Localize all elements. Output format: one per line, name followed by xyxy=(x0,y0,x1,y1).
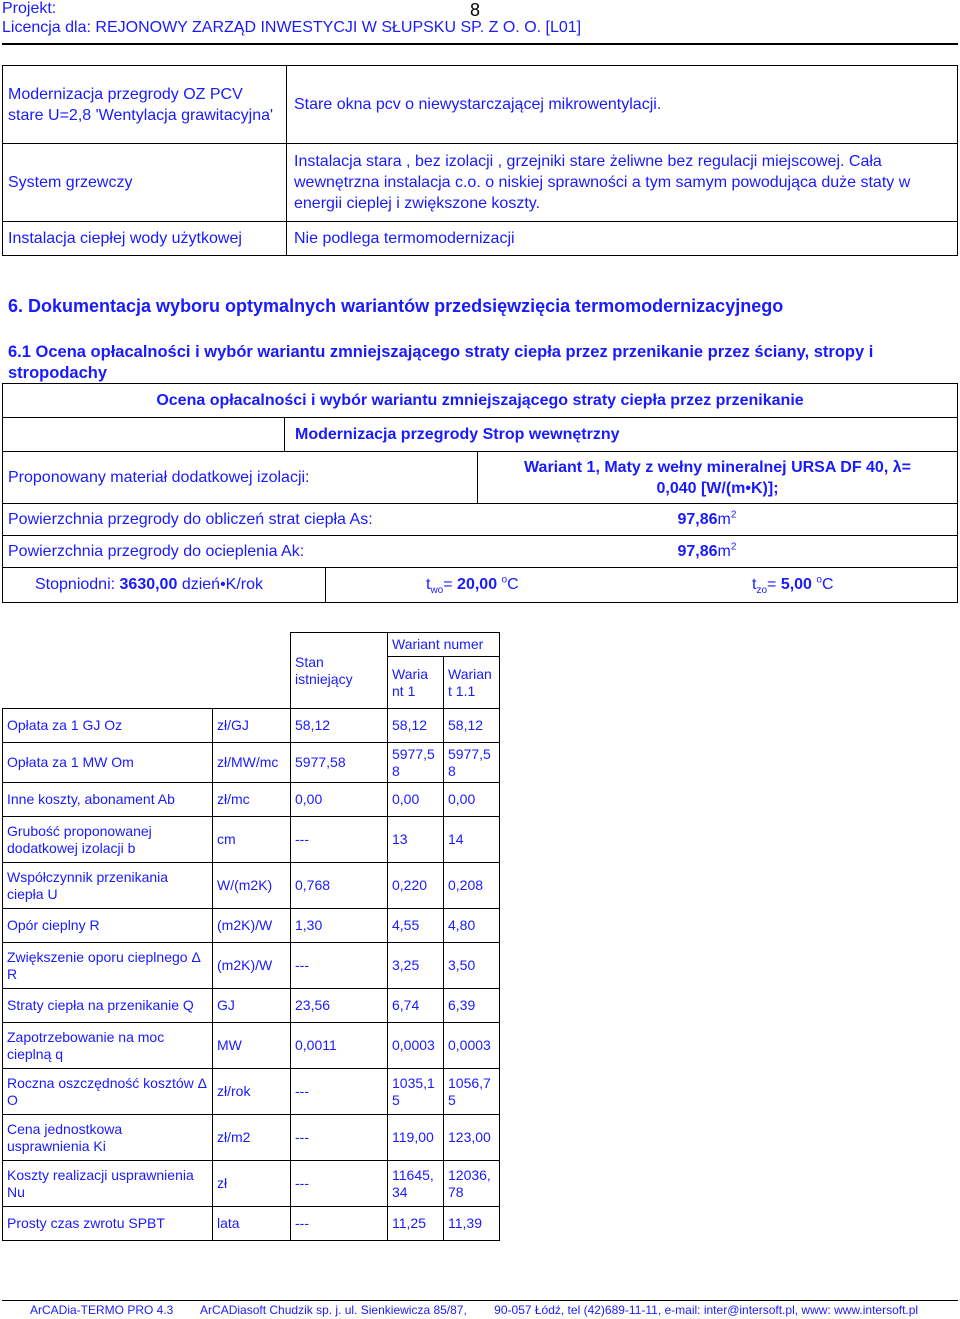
row-w1: 6,74 xyxy=(388,989,444,1023)
ak-unit: m xyxy=(717,542,731,560)
row-unit: cm xyxy=(213,817,291,863)
row-w11: 5977,5 8 xyxy=(444,743,500,783)
row-stan: --- xyxy=(291,1207,388,1241)
table-row xyxy=(3,743,500,783)
tzo-sub: zo xyxy=(756,585,768,597)
row-value: Stare okna pcv o niewystarczającej mikrowentylacji. xyxy=(287,66,958,144)
box-modernization-row xyxy=(3,418,958,452)
row-w1: 119,00 xyxy=(388,1115,444,1161)
table-row xyxy=(3,144,958,222)
row-w11: 0,208 xyxy=(444,863,500,909)
row-label: System grzewczy xyxy=(3,144,287,222)
row-w11: 1056,7 5 xyxy=(444,1069,500,1115)
header-w1: Waria nt 1 xyxy=(388,657,444,709)
external-temp: $t_{zo}= 5,00$ $^o$C xyxy=(752,574,834,597)
row-w1: 0,0003 xyxy=(388,1023,444,1069)
row-w1: 1035,1 5 xyxy=(388,1069,444,1115)
row-stan: --- xyxy=(291,943,388,989)
table-row xyxy=(3,222,958,256)
tzo-label: t xyxy=(752,576,757,593)
row-w11: 123,00 xyxy=(444,1115,500,1161)
row-w11: 11,39 xyxy=(444,1207,500,1241)
ak-value-cell xyxy=(478,536,958,568)
footer-company: ArCADiasoft Chudzik sp. j. ul. Sienkiewicza 85/87, xyxy=(200,1303,467,1317)
variants-body xyxy=(3,709,500,1241)
as-value: 97,86 xyxy=(677,510,718,528)
header-row xyxy=(3,633,500,657)
table-row xyxy=(3,909,500,943)
row-w11: 0,00 xyxy=(444,783,500,817)
row-w11: 14 xyxy=(444,817,500,863)
ak-row xyxy=(3,536,958,568)
row-w1: 11645, 34 xyxy=(388,1161,444,1207)
row-label: Modernizacja przegrody OZ PCV stare U=2,8 'Wentylacja grawitacyjna' xyxy=(3,66,287,144)
row-label: Zwiększenie oporu cieplnego Δ R xyxy=(3,943,213,989)
row-stan: 23,56 xyxy=(291,989,388,1023)
row-w1: 4,55 xyxy=(388,909,444,943)
row-stan: 5977,58 xyxy=(291,743,388,783)
row-unit: zł/mc xyxy=(213,783,291,817)
header-w11: Warian t 1.1 xyxy=(444,657,500,709)
table-row xyxy=(3,1207,500,1241)
table-row xyxy=(3,943,500,989)
spacer-cell xyxy=(3,418,285,452)
row-w1: 5977,5 8 xyxy=(388,743,444,783)
row-label: Instalacja ciepłej wody użytkowej xyxy=(3,222,287,256)
header-empty xyxy=(3,633,291,709)
degree-days xyxy=(3,568,326,602)
row-w11: 12036, 78 xyxy=(444,1161,500,1207)
table-row xyxy=(3,709,500,743)
subsection-heading: 6.1 Ocena opłacalności i wybór wariantu zmniejszającego straty ciepła przez przenikanie przez ściany, stropy i stropodachy xyxy=(8,343,874,382)
as-value-cell xyxy=(478,504,958,536)
row-w11: 6,39 xyxy=(444,989,500,1023)
row-unit: (m2K)/W xyxy=(213,943,291,989)
row-label: Grubość proponowanej dodatkowej izolacji b xyxy=(3,817,213,863)
row-label: Roczna oszczędność kosztów Δ O xyxy=(3,1069,213,1115)
two-label: t xyxy=(426,576,431,593)
row-unit: zł/MW/mc xyxy=(213,743,291,783)
tzo-value: 5,00 xyxy=(780,576,812,593)
row-unit: zł xyxy=(213,1161,291,1207)
box-title: Ocena opłacalności i wybór wariantu zmniejszającego straty ciepła przez przenikanie xyxy=(3,384,958,418)
row-stan: 58,12 xyxy=(291,709,388,743)
row-unit: GJ xyxy=(213,989,291,1023)
row-label: Opłata za 1 MW Om xyxy=(3,743,213,783)
row-w1: 11,25 xyxy=(388,1207,444,1241)
as-unit-sup: 2 xyxy=(730,509,737,521)
license-text: Licencja dla: REJONOWY ZARZĄD INWESTYCJI W SŁUPSKU SP. Z O. O. [L01] xyxy=(2,19,582,36)
row-unit: zł/m2 xyxy=(213,1115,291,1161)
as-label: Powierzchnia przegrody do obliczeń strat ciepła As: xyxy=(3,504,478,536)
as-unit: m xyxy=(717,510,731,528)
row-label: Zapotrzebowanie na moc cieplną q xyxy=(3,1023,213,1069)
row-w1: 0,220 xyxy=(388,863,444,909)
header-wariant-numer: Wariant numer xyxy=(388,633,500,657)
table-row xyxy=(3,66,958,144)
header-divider xyxy=(2,43,958,45)
footer-address: 90-057 Łódź, tel (42)689-11-11, e-mail: inter@intersoft.pl, www: www.intersoft.pl xyxy=(494,1303,919,1317)
row-w1: 58,12 xyxy=(388,709,444,743)
footer-divider xyxy=(2,1300,958,1301)
degree-days-value: 3630,00 xyxy=(119,576,178,593)
description-table xyxy=(2,65,958,256)
ak-label: Powierzchnia przegrody do ocieplenia Ak: xyxy=(3,536,478,568)
row-value: Nie podlega termomodernizacji xyxy=(287,222,958,256)
table-row xyxy=(3,817,500,863)
table-row xyxy=(3,989,500,1023)
temps-row xyxy=(3,568,958,603)
row-unit: (m2K)/W xyxy=(213,909,291,943)
table-row xyxy=(3,1161,500,1207)
row-stan: 1,30 xyxy=(291,909,388,943)
row-stan: 0,00 xyxy=(291,783,388,817)
material-value-line2: 0,040 [W/(m•K)]; xyxy=(656,479,779,497)
row-w1: 0,00 xyxy=(388,783,444,817)
as-row xyxy=(3,504,958,536)
row-label: Prosty czas zwrotu SPBT xyxy=(3,1207,213,1241)
table-row xyxy=(3,1069,500,1115)
table-row xyxy=(3,1023,500,1069)
table-row xyxy=(3,1115,500,1161)
row-w11: 0,0003 xyxy=(444,1023,500,1069)
row-stan: --- xyxy=(291,817,388,863)
degree-days-label: Stopniodni: xyxy=(35,576,116,593)
table-row xyxy=(3,783,500,817)
row-stan: --- xyxy=(291,1069,388,1115)
two-unit: C xyxy=(507,576,519,593)
tzo-unit: C xyxy=(821,576,834,593)
temps-cell xyxy=(3,568,958,603)
row-unit: zł/rok xyxy=(213,1069,291,1115)
footer xyxy=(30,1303,942,1317)
row-stan: --- xyxy=(291,1115,388,1161)
row-label: Opór cieplny R xyxy=(3,909,213,943)
section-heading: 6. Dokumentacja wyboru optymalnych wariantów przedsięwzięcia termomodernizacyjnego xyxy=(8,296,784,316)
material-row xyxy=(3,452,958,504)
material-label: Proponowany materiał dodatkowej izolacji: xyxy=(3,452,478,504)
row-label: Cena jednostkowa usprawnienia Ki xyxy=(3,1115,213,1161)
row-unit: MW xyxy=(213,1023,291,1069)
tzo-deg: o xyxy=(816,574,822,586)
table-row xyxy=(3,863,500,909)
row-label: Współczynnik przenikania ciepła U xyxy=(3,863,213,909)
row-label: Koszty realizacji usprawnienia Nu xyxy=(3,1161,213,1207)
two-sub: wo xyxy=(430,585,444,597)
page-number: 8 xyxy=(470,0,481,20)
modernization-label: Modernizacja przegrody Strop wewnętrzny xyxy=(285,418,958,452)
footer-product: ArCADia-TERMO PRO 4.3 xyxy=(30,1303,174,1317)
row-w11: 4,80 xyxy=(444,909,500,943)
row-unit: lata xyxy=(213,1207,291,1241)
row-stan: --- xyxy=(291,1161,388,1207)
row-stan: 0,768 xyxy=(291,863,388,909)
variants-table xyxy=(2,632,500,1241)
ak-unit-sup: 2 xyxy=(730,541,737,553)
material-value xyxy=(478,452,958,504)
row-label: Opłata za 1 GJ Oz xyxy=(3,709,213,743)
two-deg: o xyxy=(501,574,508,586)
material-value-line1: Wariant 1, Maty z wełny mineralnej URSA DF 40, λ= xyxy=(524,458,911,476)
internal-temp: $t_{wo}= 20,00$ $^o$C xyxy=(426,574,519,597)
box-title-row xyxy=(3,384,958,418)
row-w1: 13 xyxy=(388,817,444,863)
degree-days-unit: dzień•K/rok xyxy=(181,576,264,593)
ak-value: 97,86 xyxy=(677,542,718,560)
row-w1: 3,25 xyxy=(388,943,444,989)
row-w11: 58,12 xyxy=(444,709,500,743)
two-value: 20,00 xyxy=(457,576,498,593)
header-stan: Stan istniejący xyxy=(291,633,388,709)
row-w11: 3,50 xyxy=(444,943,500,989)
row-label: Straty ciepła na przenikanie Q xyxy=(3,989,213,1023)
row-unit: zł/GJ xyxy=(213,709,291,743)
row-label: Inne koszty, abonament Ab xyxy=(3,783,213,817)
assessment-box xyxy=(2,383,958,603)
row-stan: 0,0011 xyxy=(291,1023,388,1069)
project-label: Projekt: xyxy=(2,0,57,17)
row-value: Instalacja stara , bez izolacji , grzejniki stare żeliwne bez regulacji miejscowej. Cała wewnętrzna instalacja c.o. o niskiej sprawności a tym samym powodująca duże staty w energii cieplej i zwiększone koszty. xyxy=(287,144,958,222)
row-unit: W/(m2K) xyxy=(213,863,291,909)
